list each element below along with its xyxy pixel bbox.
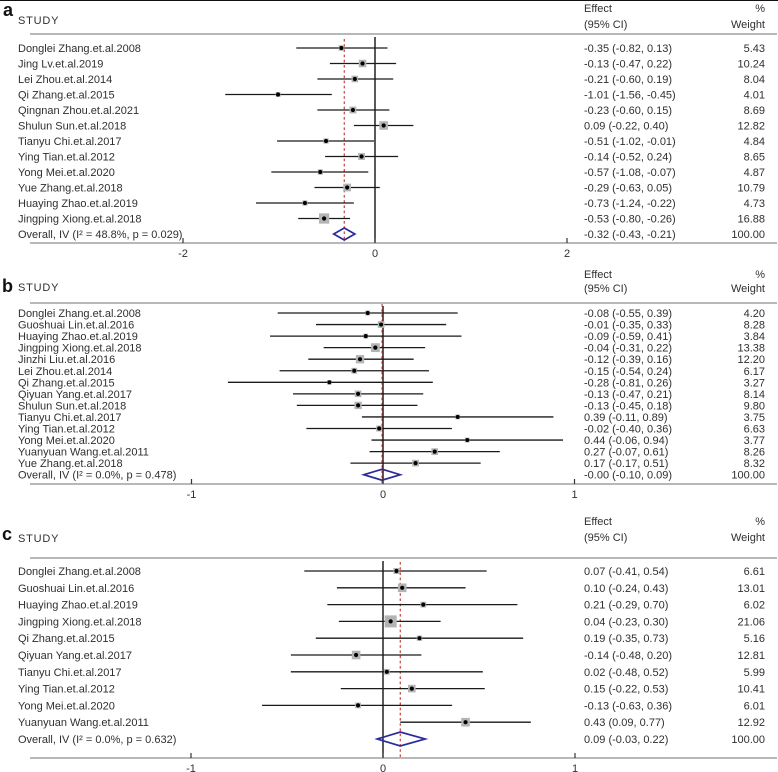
study-name: Yong Mei.et.al.2020 [18, 435, 115, 448]
x-axis-tick-label: 0 [379, 763, 387, 772]
overall-row [18, 732, 765, 746]
point-estimate-dot [413, 461, 417, 465]
study-name: Qingnan Zhou.et.al.2021 [18, 105, 140, 117]
weight-label: 5.16 [743, 633, 765, 646]
weight-label: 8.69 [743, 105, 765, 117]
effect-ci-label: 0.02 (-0.48, 0.52) [584, 666, 669, 679]
point-estimate-dot [379, 322, 383, 326]
weight-label: 12.92 [737, 717, 765, 730]
study-name: Tianyu Chi.et.al.2017 [18, 666, 122, 679]
point-estimate-dot [465, 438, 469, 442]
study-name: Donglei Zhang.et.al.2008 [18, 566, 141, 578]
study-row [18, 377, 765, 389]
x-axis-tick-label: -2 [178, 248, 188, 260]
study-name: Lei Zhou.et.al.2014 [18, 74, 113, 86]
weight-label: 4.73 [743, 198, 765, 210]
point-estimate-dot [324, 139, 328, 143]
effect-ci-label: -0.04 (-0.31, 0.22) [584, 342, 673, 355]
effect-ci-label: -0.57 (-1.08, -0.07) [584, 167, 676, 179]
point-estimate-dot [433, 450, 437, 454]
study-name: Jingping Xiong.et.al.2018 [18, 616, 142, 629]
point-estimate-dot [345, 185, 349, 189]
study-row [18, 566, 765, 578]
column-header-weight: Weight [730, 19, 765, 31]
study-name: Ying Tian.et.al.2012 [18, 151, 115, 164]
weight-label: 6.63 [743, 423, 765, 436]
column-header-effect: Effect [584, 3, 612, 15]
overall-weight-label: 100.00 [731, 229, 765, 241]
study-row [18, 213, 765, 225]
effect-ci-label: -0.13 (-0.47, 0.22) [584, 58, 673, 71]
effect-ci-label: -0.73 (-1.24, -0.22) [584, 198, 676, 210]
x-axis-tick-label: 0 [379, 489, 387, 501]
overall-weight-label: 100.00 [731, 734, 765, 746]
column-header-percent: % [755, 269, 765, 281]
study-name: Donglei Zhang.et.al.2008 [18, 43, 141, 55]
column-header-study: STUDY [18, 15, 60, 27]
study-name: Huaying Zhao.et.al.2019 [18, 599, 138, 612]
effect-ci-label: -0.29 (-0.63, 0.05) [584, 182, 673, 195]
study-name: Jingping Xiong.et.al.2018 [18, 213, 142, 226]
effect-ci-label: 0.27 (-0.07, 0.61) [584, 446, 669, 459]
effect-ci-label: -0.14 (-0.48, 0.20) [584, 650, 673, 662]
column-header-weight: Weight [730, 532, 765, 544]
forest-panel-b [0, 265, 778, 509]
study-name: Shulun Sun.et.al.2018 [18, 120, 127, 133]
overall-row [18, 228, 765, 241]
point-estimate-dot [373, 346, 377, 350]
study-row [18, 615, 765, 628]
effect-ci-label: -0.08 (-0.55, 0.39) [584, 308, 673, 320]
x-axis-tick-label: -1 [186, 763, 196, 772]
study-row [18, 320, 765, 332]
study-row [18, 308, 765, 320]
study-name: Tianyu Chi.et.al.2017 [18, 411, 122, 424]
point-estimate-dot [394, 569, 398, 573]
study-name: Yong Mei.et.al.2020 [18, 700, 115, 713]
study-row [18, 198, 765, 210]
study-row [18, 435, 765, 447]
overall-effect-ci-label: -0.32 (-0.43, -0.21) [584, 229, 676, 241]
overall-row [18, 469, 765, 482]
effect-ci-label: -0.01 (-0.35, 0.33) [584, 319, 673, 332]
weight-label: 10.41 [737, 683, 765, 696]
study-row [18, 183, 765, 195]
study-row [18, 650, 765, 662]
study-name: Qi Zhang.et.al.2015 [18, 633, 115, 646]
study-row [18, 412, 765, 424]
x-axis-tick-label: 1 [571, 489, 578, 501]
x-axis-tick-label: 0 [371, 248, 379, 260]
effect-ci-label: 0.04 (-0.23, 0.30) [584, 616, 669, 629]
study-row [18, 667, 765, 679]
point-estimate-dot [352, 369, 356, 373]
overall-weight-label: 100.00 [731, 469, 765, 482]
weight-label: 21.06 [737, 616, 765, 629]
point-estimate-dot [351, 108, 355, 112]
study-row [18, 717, 765, 729]
weight-label: 8.04 [743, 74, 765, 86]
weight-label: 4.01 [743, 89, 765, 102]
effect-ci-label: -0.28 (-0.81, 0.26) [584, 377, 673, 390]
panel-letter: a [3, 1, 14, 20]
weight-label: 6.01 [743, 700, 765, 713]
study-row [18, 447, 765, 459]
point-estimate-dot [354, 653, 358, 657]
study-name: Qi Zhang.et.al.2015 [18, 89, 115, 102]
point-estimate-dot [356, 403, 360, 407]
column-header-ci: (95% CI) [584, 283, 628, 295]
study-name: Jing Lv.et.al.2019 [18, 58, 104, 71]
overall-effect-ci-label: -0.00 (-0.10, 0.09) [584, 469, 673, 482]
column-header-effect: Effect [584, 516, 612, 528]
weight-label: 3.75 [743, 411, 765, 424]
point-estimate-dot [421, 603, 425, 607]
study-row [18, 583, 765, 595]
weight-label: 8.26 [743, 446, 765, 459]
point-estimate-dot [364, 334, 368, 338]
study-name: Qiyuan Yang.et.al.2017 [18, 650, 132, 662]
study-name: Huaying Zhao.et.al.2019 [18, 198, 138, 210]
effect-ci-label: 0.10 (-0.24, 0.43) [584, 582, 669, 595]
weight-label: 10.79 [737, 182, 765, 195]
point-estimate-dot [359, 154, 363, 158]
point-estimate-dot [417, 636, 421, 640]
study-name: Yong Mei.et.al.2020 [18, 167, 115, 179]
point-estimate-dot [366, 311, 370, 315]
weight-label: 8.14 [743, 388, 765, 401]
point-estimate-dot [353, 77, 357, 81]
forest-panel-c [0, 509, 778, 772]
study-name: Lei Zhou.et.al.2014 [18, 365, 113, 378]
effect-ci-label: -0.51 (-1.02, -0.01) [584, 136, 676, 148]
study-name: Jinzhi Liu.et.al.2016 [18, 354, 116, 367]
point-estimate-dot [322, 216, 326, 220]
study-row [18, 74, 765, 86]
effect-ci-label: -0.15 (-0.54, 0.24) [584, 365, 673, 378]
forest-panel-a [0, 1, 778, 265]
point-estimate-dot [382, 123, 386, 127]
forest-plot-svg-b [0, 265, 778, 509]
overall-diamond [377, 732, 425, 746]
column-header-study: STUDY [18, 533, 60, 545]
study-row [18, 343, 765, 355]
effect-ci-label: 0.07 (-0.41, 0.54) [584, 566, 669, 578]
weight-label: 3.84 [743, 331, 765, 344]
effect-ci-label: -1.01 (-1.56, -0.45) [584, 89, 676, 102]
study-row [18, 600, 765, 612]
study-row [18, 105, 765, 117]
overall-label: Overall, IV (I² = 48.8%, p = 0.029) [18, 229, 183, 241]
effect-ci-label: -0.14 (-0.52, 0.24) [584, 151, 673, 164]
point-estimate-dot [400, 586, 404, 590]
weight-label: 12.20 [737, 354, 765, 367]
study-row [18, 458, 765, 470]
weight-label: 5.99 [743, 666, 765, 679]
overall-label: Overall, IV (I² = 0.0%, p = 0.632) [18, 734, 177, 746]
study-row [18, 684, 765, 696]
effect-ci-label: -0.09 (-0.59, 0.41) [584, 331, 673, 344]
point-estimate-dot [360, 61, 364, 65]
study-name: Guoshuai Lin.et.al.2016 [18, 319, 135, 332]
study-name: Jingping Xiong.et.al.2018 [18, 342, 142, 355]
effect-ci-label: 0.15 (-0.22, 0.53) [584, 683, 669, 696]
study-name: Qi Zhang.et.al.2015 [18, 377, 115, 390]
weight-label: 3.77 [743, 435, 765, 448]
column-header-weight: Weight [730, 283, 765, 295]
x-axis-tick-label: -1 [186, 489, 197, 501]
weight-label: 12.82 [737, 120, 765, 133]
weight-label: 13.38 [737, 342, 765, 355]
point-estimate-dot [356, 703, 360, 707]
effect-ci-label: -0.53 (-0.80, -0.26) [584, 213, 676, 226]
effect-ci-label: -0.21 (-0.60, 0.19) [584, 74, 673, 86]
effect-ci-label: -0.12 (-0.39, 0.16) [584, 354, 673, 367]
point-estimate-dot [339, 46, 343, 50]
study-name: Ying Tian.et.al.2012 [18, 423, 115, 436]
effect-ci-label: 0.21 (-0.29, 0.70) [584, 599, 669, 612]
weight-label: 9.80 [743, 400, 765, 413]
effect-ci-label: -0.13 (-0.45, 0.18) [584, 400, 673, 413]
point-estimate-dot [276, 92, 280, 96]
study-name: Guoshuai Lin.et.al.2016 [18, 582, 135, 595]
weight-label: 10.24 [737, 58, 765, 71]
point-estimate-dot [377, 426, 381, 430]
point-estimate-dot [358, 357, 362, 361]
effect-ci-label: 0.44 (-0.06, 0.94) [584, 435, 669, 448]
study-row [18, 167, 765, 179]
study-row [18, 331, 765, 343]
study-name: Qiyuan Yang.et.al.2017 [18, 388, 132, 401]
study-row [18, 90, 765, 102]
weight-label: 3.27 [743, 377, 765, 390]
study-name: Yue Zhang.et.al.2018 [18, 458, 123, 471]
study-row [18, 121, 765, 133]
weight-label: 8.28 [743, 319, 765, 332]
study-row [18, 152, 765, 164]
point-estimate-dot [318, 170, 322, 174]
column-header-effect: Effect [584, 269, 612, 281]
column-header-ci: (95% CI) [584, 532, 628, 544]
panel-letter: c [2, 524, 13, 544]
weight-label: 6.17 [743, 365, 765, 378]
point-estimate-dot [385, 670, 389, 674]
study-row [18, 354, 765, 366]
effect-ci-label: 0.19 (-0.35, 0.73) [584, 633, 669, 646]
study-row [18, 424, 765, 436]
point-estimate-dot [327, 380, 331, 384]
forest-plot-svg-c [0, 509, 778, 772]
overall-label: Overall, IV (I² = 0.0%, p = 0.478) [18, 469, 177, 482]
weight-label: 6.02 [743, 599, 765, 612]
weight-label: 5.43 [743, 43, 765, 55]
weight-label: 4.84 [743, 136, 765, 148]
effect-ci-label: 0.39 (-0.11, 0.89) [584, 411, 668, 424]
study-row [18, 366, 765, 378]
panel-letter: b [2, 276, 13, 296]
x-axis-tick-label: 2 [563, 248, 571, 260]
study-row [18, 59, 765, 71]
weight-label: 6.61 [743, 566, 765, 578]
weight-label: 8.32 [743, 458, 765, 471]
study-name: Ying Tian.et.al.2012 [18, 683, 115, 696]
column-header-percent: % [755, 516, 765, 528]
x-axis-tick-label: 1 [571, 763, 579, 772]
point-estimate-dot [303, 201, 307, 205]
study-name: Donglei Zhang.et.al.2008 [18, 308, 141, 320]
effect-ci-label: -0.13 (-0.47, 0.21) [584, 388, 673, 401]
column-header-study: STUDY [18, 282, 60, 294]
weight-label: 4.20 [743, 308, 765, 320]
study-name: Shulun Sun.et.al.2018 [18, 400, 127, 413]
column-header-ci: (95% CI) [584, 19, 628, 31]
point-estimate-dot [410, 687, 414, 691]
weight-label: 4.87 [743, 167, 765, 179]
study-row [18, 700, 765, 712]
study-row [18, 389, 765, 401]
weight-label: 13.01 [737, 582, 765, 595]
forest-plot-svg-a [0, 1, 778, 265]
point-estimate-dot [463, 720, 467, 724]
study-name: Yuanyuan Wang.et.al.2011 [18, 717, 149, 730]
point-estimate-dot [389, 619, 393, 623]
study-row [18, 633, 765, 645]
weight-label: 12.81 [737, 650, 765, 662]
effect-ci-label: 0.09 (-0.22, 0.40) [584, 120, 669, 133]
study-name: Yue Zhang.et.al.2018 [18, 182, 123, 195]
study-row [18, 400, 765, 412]
effect-ci-label: 0.43 (0.09, 0.77) [584, 717, 665, 730]
study-row [18, 136, 765, 148]
point-estimate-dot [456, 415, 460, 419]
overall-effect-ci-label: 0.09 (-0.03, 0.22) [584, 734, 669, 746]
study-name: Tianyu Chi.et.al.2017 [18, 136, 122, 148]
study-name: Yuanyuan Wang.et.al.2011 [18, 446, 149, 459]
column-header-percent: % [755, 3, 765, 15]
weight-label: 8.65 [743, 151, 765, 164]
effect-ci-label: -0.13 (-0.63, 0.36) [584, 700, 673, 713]
weight-label: 16.88 [737, 213, 765, 226]
study-row [18, 43, 765, 55]
effect-ci-label: -0.23 (-0.60, 0.15) [584, 105, 673, 117]
effect-ci-label: 0.17 (-0.17, 0.51) [584, 458, 669, 471]
effect-ci-label: -0.02 (-0.40, 0.36) [584, 423, 673, 436]
point-estimate-dot [356, 392, 360, 396]
effect-ci-label: -0.35 (-0.82, 0.13) [584, 43, 673, 55]
study-name: Huaying Zhao.et.al.2019 [18, 331, 138, 344]
